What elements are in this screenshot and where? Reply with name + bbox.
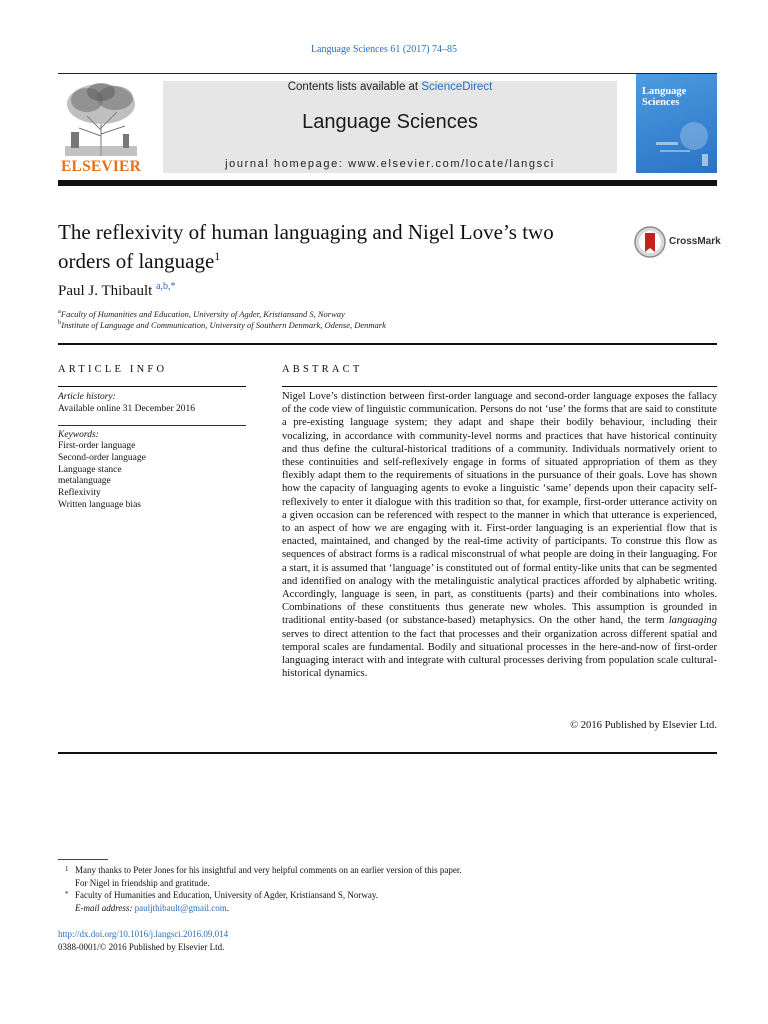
email-link[interactable]: pauljthibault@gmail.com [134, 902, 227, 913]
keyword-item: Reflexivity [58, 488, 101, 499]
article-info-rule [58, 386, 246, 387]
issn-copyright: 0388-0001/© 2016 Published by Elsevier Ltd. [58, 941, 225, 952]
crossmark-label: CrossMark [669, 236, 721, 247]
elsevier-tree-icon [57, 80, 145, 158]
footnotes [58, 864, 708, 914]
keywords-label [58, 429, 99, 441]
keyword-item: Second-order language [58, 452, 146, 463]
email-period: . [226, 902, 229, 913]
footnote-1 [58, 864, 708, 877]
author-line [58, 281, 176, 300]
journal-banner [163, 81, 617, 173]
header-divider [58, 180, 717, 186]
affiliation-b-mark: b [58, 319, 62, 326]
article-history-value: Available online 31 December 2016 [58, 404, 195, 414]
elsevier-wordmark: ELSEVIER [61, 158, 141, 175]
article-info-heading: ARTICLE INFO [58, 364, 168, 375]
abstract-bottom-divider [58, 752, 717, 754]
abstract-heading: ABSTRACT [282, 364, 363, 375]
affiliation-a-mark: a [58, 308, 61, 315]
title-footnote-mark[interactable]: 1 [214, 249, 221, 263]
footnote-star-text: Faculty of Humanities and Education, University of Agder, Kristiansand S, Norway. [75, 890, 378, 901]
affiliation-b-text: Institute of Language and Communication, University of Southern Denmark, Odense, Denmark [61, 319, 386, 330]
elsevier-logo[interactable] [57, 80, 145, 175]
keyword-item: First-order language [58, 441, 136, 451]
abstract-rule [282, 386, 717, 387]
keyword-item: Language stance [58, 464, 122, 475]
keywords-label-text: Keywords: [58, 430, 99, 440]
keywords-list [58, 441, 146, 512]
journal-reference-link[interactable]: Language Sciences 61 (2017) 74–85 [310, 44, 458, 55]
doi-link[interactable]: http://dx.doi.org/10.1016/j.langsci.2016.09.014 [58, 929, 229, 939]
abstract-text-part-1: Nigel Love’s distinction between first-order language and second-order language exposes the fallacy of the code view of linguistic communication. Persons do not ‘use’ the forms that are said to constitute a pre-existing language system; they adapt and shape their bodily behaviour, including their vocalizing, in accordance with community-level norms and practices that have historical continuity and thus define the cultural-historical traditions of a community. Individuals normatively orient to these continuities and self-reflexively engage in forms of situated appropriation of them as they flexibly adapt them to the requirements of situations in the pursuance of their goals. Love has shown how the capacity of languaging agents to evoke a linguistic ‘same’ depends upon their capacity self-reflexively to enter it dialogue with this tradition so that, for example, first-order utterance activity on a given occasion can be referenced with respect to the manner in which that utterance is experienced, to an aspect of how we are engaging with it. First-order languaging is an experiential flow that is enacted, maintained, and changed by the real-time activity of participants. To construe this flow as sequences of abstract forms is a radical misconstrual of what people are doing in their languaging. For a start, it is assumed that ‘language’ is constituted out of formal entity-like units that can be segmented and identified on analogy with the metalinguistic analytical practices afforded by alphabetic writing. Accordingly, language is seen, in part, as constituents (parts) and their combinations into wholes. Combinations of these constituents thus generate new wholes. This assumption is grounded in traditional entity-based (or substance-based) metaphysics. On the other hand, the term [282, 391, 717, 627]
cover-title: Language Sciences [642, 86, 687, 108]
abstract-text-part-2: serves to direct attention to the fact that processes and their organization across different spatial and temporal scales are fundamental. Bodily and situational processes in the here-and-now of first-order languaging interact with and integrate with cultural processes deriving from population scale cultural-historical dynamics. [282, 628, 717, 680]
footnote-1-mark: 1 [65, 865, 69, 873]
affiliation-b [58, 319, 386, 330]
footnote-email [58, 902, 708, 915]
cover-art-icon [636, 74, 717, 173]
affiliation-a-text: Faculty of Humanities and Education, University of Agder, Kristiansand S, Norway [60, 308, 345, 319]
footnote-corresponding [58, 889, 708, 902]
keyword-item: metalanguage [58, 476, 111, 487]
abstract-copyright: © 2016 Published by Elsevier Ltd. [570, 720, 717, 731]
crossmark-icon [634, 226, 666, 258]
section-divider [58, 343, 717, 345]
contents-prefix: Contents lists available at [287, 81, 422, 93]
article-title-text: The reflexivity of human languaging and Nigel Love’s two orders of language [58, 220, 554, 273]
footnote-1-continued [58, 877, 708, 890]
article-title [58, 220, 578, 273]
footnote-star-mark: * [65, 890, 69, 899]
corresponding-author-mark[interactable]: * [170, 281, 176, 292]
journal-title: Language Sciences [302, 111, 478, 133]
abstract-body [282, 390, 717, 680]
journal-cover-thumbnail[interactable] [636, 74, 717, 173]
affiliation-a [58, 308, 345, 319]
keywords-rule [58, 425, 246, 426]
contents-line [163, 81, 617, 93]
article-history [58, 391, 195, 415]
top-divider [58, 73, 717, 74]
author-name[interactable]: Paul J. Thibault [58, 283, 153, 299]
footnote-1-text: Many thanks to Peter Jones for his insightful and very helpful comments on an earlier version of this paper. [75, 865, 462, 875]
footnote-1-text-2: For Nigel in friendship and gratitude. [75, 877, 210, 888]
author-affiliation-marks[interactable]: a,b, [156, 281, 171, 292]
doi-block [58, 928, 228, 953]
crossmark-badge[interactable] [634, 226, 724, 260]
abstract-italic-term: languaging [668, 615, 717, 627]
keyword-item: Written language bias [58, 499, 141, 510]
email-label: E-mail address: [75, 902, 133, 913]
footnote-divider [58, 859, 108, 860]
sciencedirect-link[interactable]: ScienceDirect [421, 81, 493, 93]
journal-homepage-link[interactable]: journal homepage: www.elsevier.com/locate/langsci [225, 158, 555, 170]
article-history-label: Article history: [58, 392, 116, 402]
